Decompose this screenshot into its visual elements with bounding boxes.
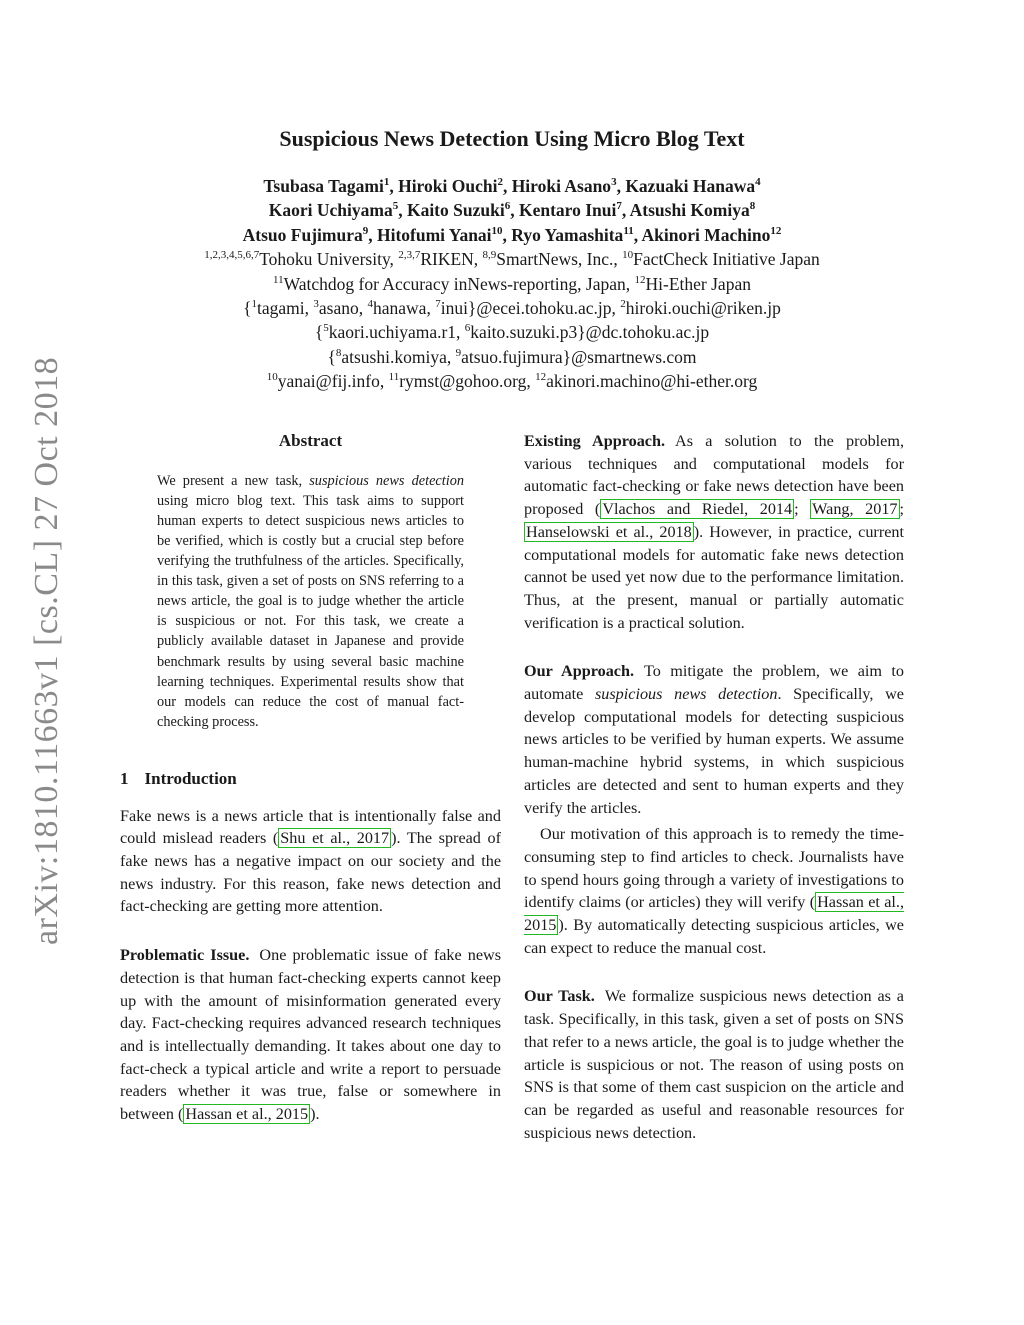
author-block [0,174,1024,394]
section-heading-introduction: 1 Introduction [120,768,237,788]
author-text: Watchdog for Accuracy inNews-reporting, Japan, [283,273,635,294]
paragraph-heading: Problematic Issue. [120,946,250,965]
affiliation-marker: 11 [273,273,284,286]
author-text: inui}@ecei.tohoku.ac.jp, [440,298,621,319]
author-names-line [0,198,1024,222]
author-text: Kaori Uchiyama [268,200,393,221]
author-names-line [0,223,1024,247]
problematic-issue-paragraph: Problematic Issue. One problematic issue of fake news detection is that human fact-checking experts cannot keep up with the amount of misinformation generated every day. Fact-checking requires advanced research techniques and is intellectually demanding. It takes about one day to fact-check a typical article and write a report to persuade readers whether it was true, false or somewhere in between ( Hassan et al., 2015 ). [120,946,502,1124]
author-text: , Kentaro Inui [510,200,617,221]
citation-link[interactable]: Hanselowski et al., 2018 [526,522,692,541]
author-text: Hi-Ether Japan [645,273,751,294]
affiliation-marker: 7 [435,298,441,311]
arxiv-identifier: arXiv:1810.11663v1 [cs.CL] 27 Oct 2018 [28,356,65,945]
affiliation-marker: 6 [464,322,471,335]
affiliation-line [0,272,1024,296]
author-text: , Hitofumi Yanai [368,224,492,245]
author-text: RIKEN, [420,249,483,270]
author-text: , Atsushi Komiya [621,200,750,221]
author-text: FactCheck Initiative Japan [633,249,820,270]
affiliation-marker: 9 [455,346,462,359]
affiliation-marker: 12 [535,371,547,384]
author-text: Tohoku University, [259,249,399,270]
affiliation-marker: 3 [611,176,617,188]
author-names-line [0,174,1024,198]
affiliation-marker: 5 [392,200,399,213]
affiliation-line [0,296,1024,320]
author-text: Atsuo Fujimura [242,224,363,245]
author-text: atsushi.komiya, [341,346,456,367]
affiliation-marker: 1 [251,298,258,311]
author-text: , Ryo Yamashita [502,224,624,245]
author-text: Tsubasa Tagami [263,176,384,196]
author-text: yanai@fij.info, [277,371,389,392]
affiliation-marker: 1,2,3,4,5,6,7 [204,249,260,262]
affiliation-line [0,320,1024,344]
author-text: kaori.uchiyama.r1, [328,322,465,343]
citation-link[interactable]: Vlachos and Riedel, 2014 [602,500,793,519]
author-text: asano, [318,298,368,319]
affiliation-line [0,345,1024,369]
author-text: { [314,322,324,343]
author-text: akinori.machino@hi-ether.org [546,371,758,392]
affiliation-marker: 11 [388,371,400,384]
citation-link[interactable]: Hassan et al., 2015 [185,1105,309,1124]
affiliation-marker: 10 [491,224,503,237]
affiliation-marker: 12 [770,224,782,237]
affiliation-marker: 1 [383,176,390,188]
abstract-heading: Abstract [278,431,343,450]
affiliation-marker: 10 [622,249,634,262]
author-text: SmartNews, Inc., [496,249,623,270]
author-text: { [327,346,336,367]
affiliation-marker: 4 [755,176,761,188]
affiliation-line [0,369,1024,393]
affiliation-line [0,247,1024,271]
citation-link[interactable]: Shu et al., 2017 [280,829,390,848]
affiliation-marker: 8 [749,200,756,213]
paragraph-heading: Our Task. [524,987,595,1006]
author-text: { [243,298,252,319]
affiliation-marker: 7 [616,200,622,213]
affiliation-marker: 12 [634,273,646,286]
paper-title: Suspicious News Detection Using Micro Blog Text [279,126,745,151]
motivation-paragraph: Our motivation of this approach is to remedy the time-consuming step to find articles to check. Journalists have to spend hours going through a variety of investigations to identify claims (or articles) they will verify ( Hassan et al., 2015 ). By automatically detecting suspicious articles, we can expect to reduce the manual cost. [524,825,904,957]
citation-link[interactable]: Hassan et al., 2015 [524,893,904,935]
author-text: , Hiroki Ouchi [389,176,498,196]
author-text: kaito.suzuki.p3}@dc.tohoku.ac.jp [470,322,710,343]
left-column [120,430,501,1126]
author-text: , Hiroki Asano [502,176,612,196]
citation-link[interactable]: Wang, 2017 [812,500,898,519]
author-text: , Kazuaki Hanawa [616,176,756,196]
affiliation-marker: 2 [620,298,626,311]
affiliation-marker: 6 [504,200,511,213]
affiliation-marker: 3 [313,298,319,311]
intro-paragraph: Fake news is a news article that is intentionally false and could mislead readers ( Shu et al., 2017 ). The spread of fake news has a negative impact on our society and the news industry. For this reason, fake news detection and fact-checking are getting more attention. [120,806,501,916]
affiliation-marker: 5 [323,322,329,335]
affiliation-marker: 11 [623,224,634,237]
affiliation-marker: 8,9 [482,249,497,262]
author-text: hanawa, [373,298,436,319]
paragraph-heading: Our Approach. [524,662,635,681]
abstract-body: We present a new task, suspicious news detection using micro blog text. This task aims to support human experts to detect suspicious news articles to be verified, which is costly but a crucial step before verifying the truthfulness of the articles. Specifically, in this task, given a set of posts on SNS referring to a news article, the goal is to judge whether the article is suspicious or not. For this task, we create a publicly available dataset in Japanese and provide benchmark results by using several basic machine learning techniques. Experimental results show that our models can reduce the cost of manual fact-checking process. [157,472,464,730]
affiliation-marker: 10 [266,371,278,384]
affiliation-marker: 8 [335,346,342,359]
author-text: tagami, [257,298,314,319]
our-task-paragraph: Our Task. We formalize suspicious news detection as a task. Specifically, in this task, given a set of posts on SNS that refer to a news article, the goal is to judge whether the article is suspicious or not. The reason of using posts on SNS is that some of them cast suspicion on the article and can be regarded as useful and reasonable resources for suspicious news detection. [524,987,904,1142]
our-approach-paragraph: Our Approach. To mitigate the problem, we aim to automate suspicious news detection. Specifically, we develop computational models for detecting suspicious news articles to be verified by human experts. We assume human-machine hybrid systems, in which suspicious articles are detected and sent to human experts and they verify the articles. [524,662,904,817]
affiliation-marker: 2 [497,176,503,188]
author-text: rymst@gohoo.org, [399,371,536,392]
existing-approach-paragraph: Existing Approach. As a solution to the problem, various techniques and computational models for automatic fact-checking or fake news detection have been proposed ( Vlachos and Riedel, 2014 ; Wang, 2017 ; Hanselowski et al., 2018 ). However, in practice, current computational models for automatic fake news detection cannot be used yet now due to the performance limitation. Thus, at the present, manual or partially automatic verification is a practical solution. [524,432,905,632]
author-text: , Kaito Suzuki [398,200,505,221]
author-text: atsuo.fujimura}@smartnews.com [461,346,697,367]
right-column [524,430,904,1144]
author-text: hiroki.ouchi@riken.jp [625,298,781,319]
paragraph-heading: Existing Approach. [524,432,666,450]
affiliation-marker: 9 [362,224,369,237]
author-text: , Akinori Machino [633,224,771,245]
affiliation-marker: 2,3,7 [398,249,421,262]
affiliation-marker: 4 [367,298,373,311]
abstract-emphasis: suspicious news detection [309,472,464,489]
